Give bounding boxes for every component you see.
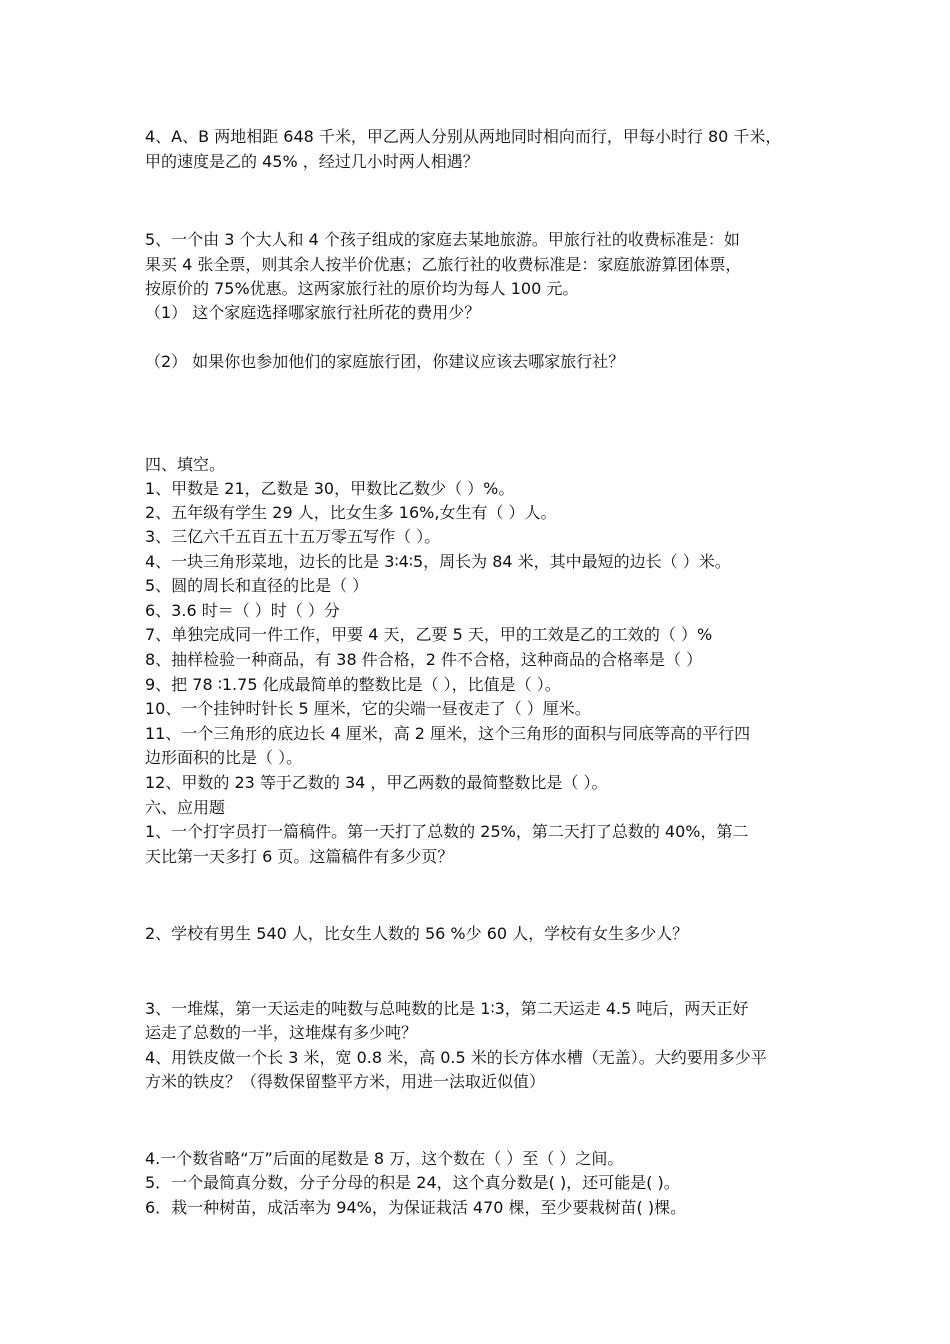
fill-item-12: 12、甲数的 23 等于乙数的 34 ，甲乙两数的最简整数比是（ ）。 — [145, 773, 608, 792]
problem-4-line-1: 4、A、B 两地相距 648 千米，甲乙两人分别从两地同时相向而行，甲每小时行 80 千米， — [145, 127, 782, 146]
problem-4-line-2: 甲的速度是乙的 45% ，经过几小时两人相遇？ — [145, 152, 479, 171]
section-heading-word-problems: 六、应用题 — [145, 798, 226, 817]
fill-item-11-line-1: 11、一个三角形的底边长 4 厘米，高 2 厘米，这个三角形的面积与同底等高的平行四 — [145, 724, 751, 743]
fill-item-6: 6、3.6 时＝（ ）时（ ）分 — [145, 601, 340, 620]
word-problem-1-line-1: 1、一个打字员打一篇稿件。第一天打了总数的 25%，第二天打了总数的 40%，第二 — [145, 822, 749, 841]
fill-item-2: 2、五年级有学生 29 人，比女生多 16%,女生有（ ）人。 — [145, 503, 557, 522]
word-problem-4-line-1: 4、用铁皮做一个长 3 米，宽 0.8 米，高 0.5 米的长方体水槽（无盖）。大约要用多少平 — [145, 1048, 767, 1067]
word-problem-1-line-2: 天比第一天多打 6 页。这篇稿件有多少页？ — [145, 847, 454, 866]
fill-item-1: 1、甲数是 21，乙数是 30，甲数比乙数少（ ）%。 — [145, 479, 515, 498]
fill-item-11-line-2: 边形面积的比是（ ）。 — [145, 748, 303, 767]
section-heading-fill-blank: 四、填空。 — [145, 455, 226, 474]
word-problem-2: 2、学校有男生 540 人，比女生人数的 56 %少 60 人，学校有女生多少人？ — [145, 924, 689, 943]
extra-item-6: 6．栽一种树苗，成活率为 94%，为保证栽活 470 棵，至少要栽树苗( )棵。 — [145, 1198, 687, 1217]
extra-item-5: 5．一个最简真分数，分子分母的积是 24，这个真分数是( )，还可能是( )。 — [145, 1173, 680, 1192]
extra-item-4: 4.一个数省略“万”后面的尾数是 8 万，这个数在（ ）至（ ）之间。 — [145, 1149, 624, 1168]
fill-item-9: 9、把 78 ∶1.75 化成最简单的整数比是（ ），比值是（ ）。 — [145, 675, 561, 694]
fill-item-7: 7、单独完成同一件工作，甲要 4 天，乙要 5 天，甲的工效是乙的工效的（ ）% — [145, 625, 713, 644]
word-problem-4-line-2: 方米的铁皮？（得数保留整平方米，用进一法取近似值） — [145, 1072, 546, 1091]
problem-5-line-3: 按原价的 75%优惠。这两家旅行社的原价均为每人 100 元。 — [145, 279, 579, 298]
fill-item-8: 8、抽样检验一种商品，有 38 件合格，2 件不合格，这种商品的合格率是（ ） — [145, 650, 703, 669]
word-problem-3-line-2: 运走了总数的一半，这堆煤有多少吨？ — [145, 1023, 418, 1042]
word-problem-3-line-1: 3、一堆煤，第一天运走的吨数与总吨数的比是 1∶3，第二天运走 4.5 吨后，两天正好 — [145, 999, 749, 1018]
problem-5-question-1: （1） 这个家庭选择哪家旅行社所花的费用少？ — [145, 303, 481, 322]
fill-item-5: 5、圆的周长和直径的比是（ ） — [145, 576, 369, 595]
problem-5-line-2: 果买 4 张全票，则其余人按半价优惠；乙旅行社的收费标准是：家庭旅游算团体票， — [145, 255, 742, 274]
problem-5-line-1: 5、一个由 3 个大人和 4 个孩子组成的家庭去某地旅游。甲旅行社的收费标准是：如 — [145, 230, 740, 249]
fill-item-3: 3、三亿六千五百五十五万零五写作（ ）。 — [145, 527, 441, 546]
fill-item-4: 4、一块三角形菜地，边长的比是 3∶4∶5，周长为 84 米，其中最短的边长（ ）米。 — [145, 552, 731, 571]
fill-item-10: 10、一个挂钟时针长 5 厘米，它的尖端一昼夜走了（ ）厘米。 — [145, 699, 591, 718]
problem-5-question-2: （2） 如果你也参加他们的家庭旅行团，你建议应该去哪家旅行社？ — [145, 352, 625, 371]
